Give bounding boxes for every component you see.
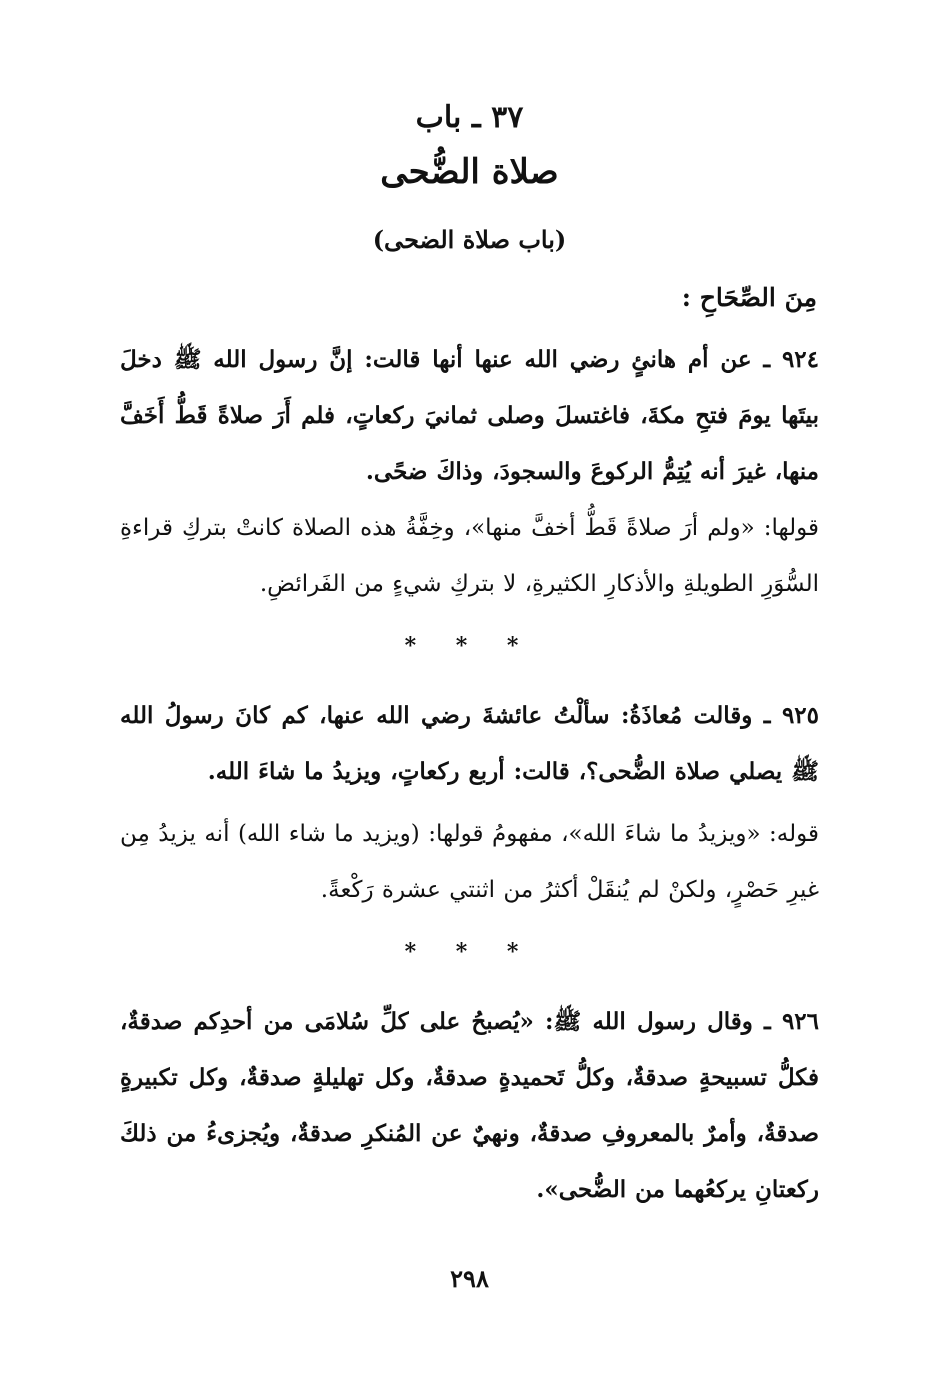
section-separator-1: * * *: [404, 633, 535, 659]
hadith-924: ٩٢٤ ـ عن أم هانئٍ رضي الله عنها أنها قالت: إنَّ رسول الله ﷺ دخلَ بيتَها يومَ فتحِ مكةَ، فاغتسلَ وصلى ثمانيَ ركعاتٍ، فلم أَرَ صلاةً قَطُّ أَخَفَّ منها، غيرَ أنه يُتِمُّ الركوعَ والسجودَ، وذاكَ ضحًى.: [120, 346, 819, 485]
section-caption: (باب صلاة الضحى): [372, 225, 567, 254]
commentary-925: قوله: «ويزيدُ ما شاءَ الله»، مفهومُ قولها: (ويزيد ما شاء الله) أنه يزيدُ مِن غيرِ حَصْرٍ، ولكنْ لم يُنقَلْ أكثرُ من اثنتي عشرة رَكْعةً.: [120, 821, 819, 903]
hadith-926: ٩٢٦ ـ وقال رسول الله ﷺ: «يُصبحُ على كلِّ سُلامَى من أحدِكم صدقةٌ، فكلُّ تسبيحةٍ صدقةٌ، وكلُّ تَحميدةٍ صدقةٌ، وكل تهليلةٍ صدقةٌ، وكل تكبيرةٍ صدقةٌ، وأمرٌ بالمعروفِ صدقةٌ، ونهيٌ عن المُنكرِ صدقةٌ، ويُجزىءُ من ذلكَ ركعتانِ يركعُهما من الضُّحى».: [120, 1008, 819, 1203]
hadith-925: ٩٢٥ ـ وقالت مُعاذَةُ: سألْتُ عائشةَ رضي الله عنها، كم كانَ رسولُ الله ﷺ يصلي صلاة الضُّحى؟، قالت: أربع ركعاتٍ، ويزيدُ ما شاءَ الله.: [120, 702, 819, 785]
page-number: ٢٩٨: [450, 1264, 489, 1293]
chapter-subtitle: صلاة الضُّحى: [380, 152, 559, 192]
commentary-924: قولها: «ولم أرَ صلاةً قَطُّ أخفَّ منها»، وخِفَّةُ هذه الصلاة كانتْ بتركِ قراءةِ السُّوَرِ الطويلةِ والأذكارِ الكثيرةِ، لا بتركِ شيءٍ من الفَرائضِ.: [120, 515, 819, 597]
section-separator-2: * * *: [404, 939, 535, 965]
chapter-title: ٣٧ ـ باب: [415, 100, 524, 135]
source-label: مِنَ الصِّحَاحِ :: [681, 283, 817, 312]
